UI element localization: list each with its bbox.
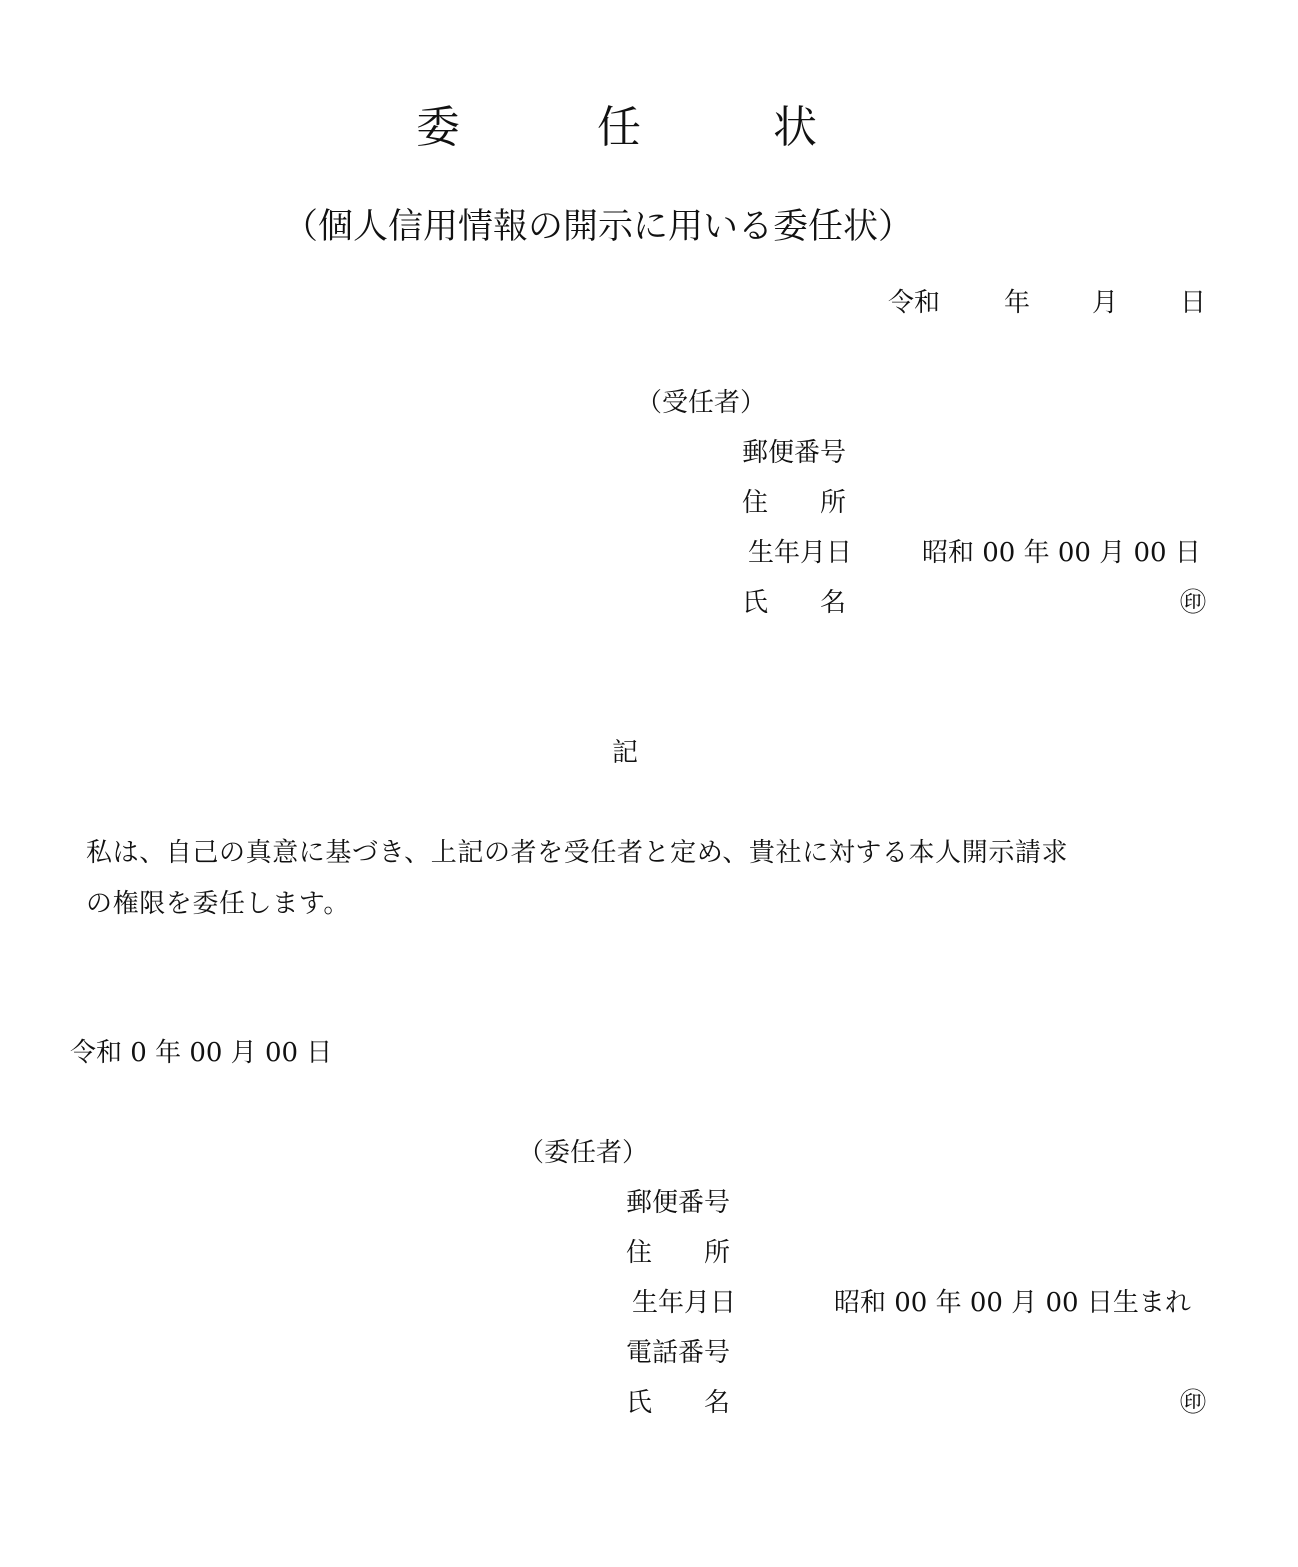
title-char-1: 委 bbox=[416, 102, 460, 153]
agent-postal-label: 郵便番号 bbox=[742, 438, 847, 468]
principal-address-label: 住 所 bbox=[626, 1238, 731, 1268]
principal-postal-label: 郵便番号 bbox=[626, 1188, 731, 1218]
ki-heading: 記 bbox=[612, 738, 639, 768]
agent-birth-label: 生年月日 bbox=[748, 538, 853, 568]
signed-date: 令和 0 年 00 月 00 日 bbox=[70, 1038, 333, 1068]
principal-birth-label: 生年月日 bbox=[632, 1288, 737, 1318]
header-date-year: 年 bbox=[1004, 288, 1031, 318]
header-date-day: 日 bbox=[1180, 288, 1207, 318]
body-line-1: 私は、自己の真意に基づき、上記の者を受任者と定め、貴社に対する本人開示請求 bbox=[86, 838, 1069, 868]
principal-phone-label: 電話番号 bbox=[626, 1338, 731, 1368]
agent-birth-value: 昭和 00 年 00 月 00 日 bbox=[922, 538, 1201, 568]
header-date-month: 月 bbox=[1092, 288, 1119, 318]
title-char-3: 状 bbox=[773, 102, 817, 153]
subtitle: （個人信用情報の開示に用いる委任状） bbox=[283, 207, 914, 247]
body-line-2: の権限を委任します。 bbox=[86, 889, 350, 919]
agent-seal-mark: ㊞ bbox=[1180, 588, 1207, 618]
header-date-era: 令和 bbox=[888, 288, 941, 318]
principal-name-label: 氏 名 bbox=[626, 1388, 731, 1418]
agent-address-label: 住 所 bbox=[742, 488, 847, 518]
agent-heading: （受任者） bbox=[636, 388, 767, 418]
title-char-2: 任 bbox=[597, 102, 641, 153]
principal-seal-mark: ㊞ bbox=[1180, 1388, 1207, 1418]
agent-name-label: 氏 名 bbox=[742, 588, 847, 618]
principal-birth-value: 昭和 00 年 00 月 00 日生まれ bbox=[834, 1288, 1191, 1318]
principal-heading: （委任者） bbox=[518, 1138, 649, 1168]
